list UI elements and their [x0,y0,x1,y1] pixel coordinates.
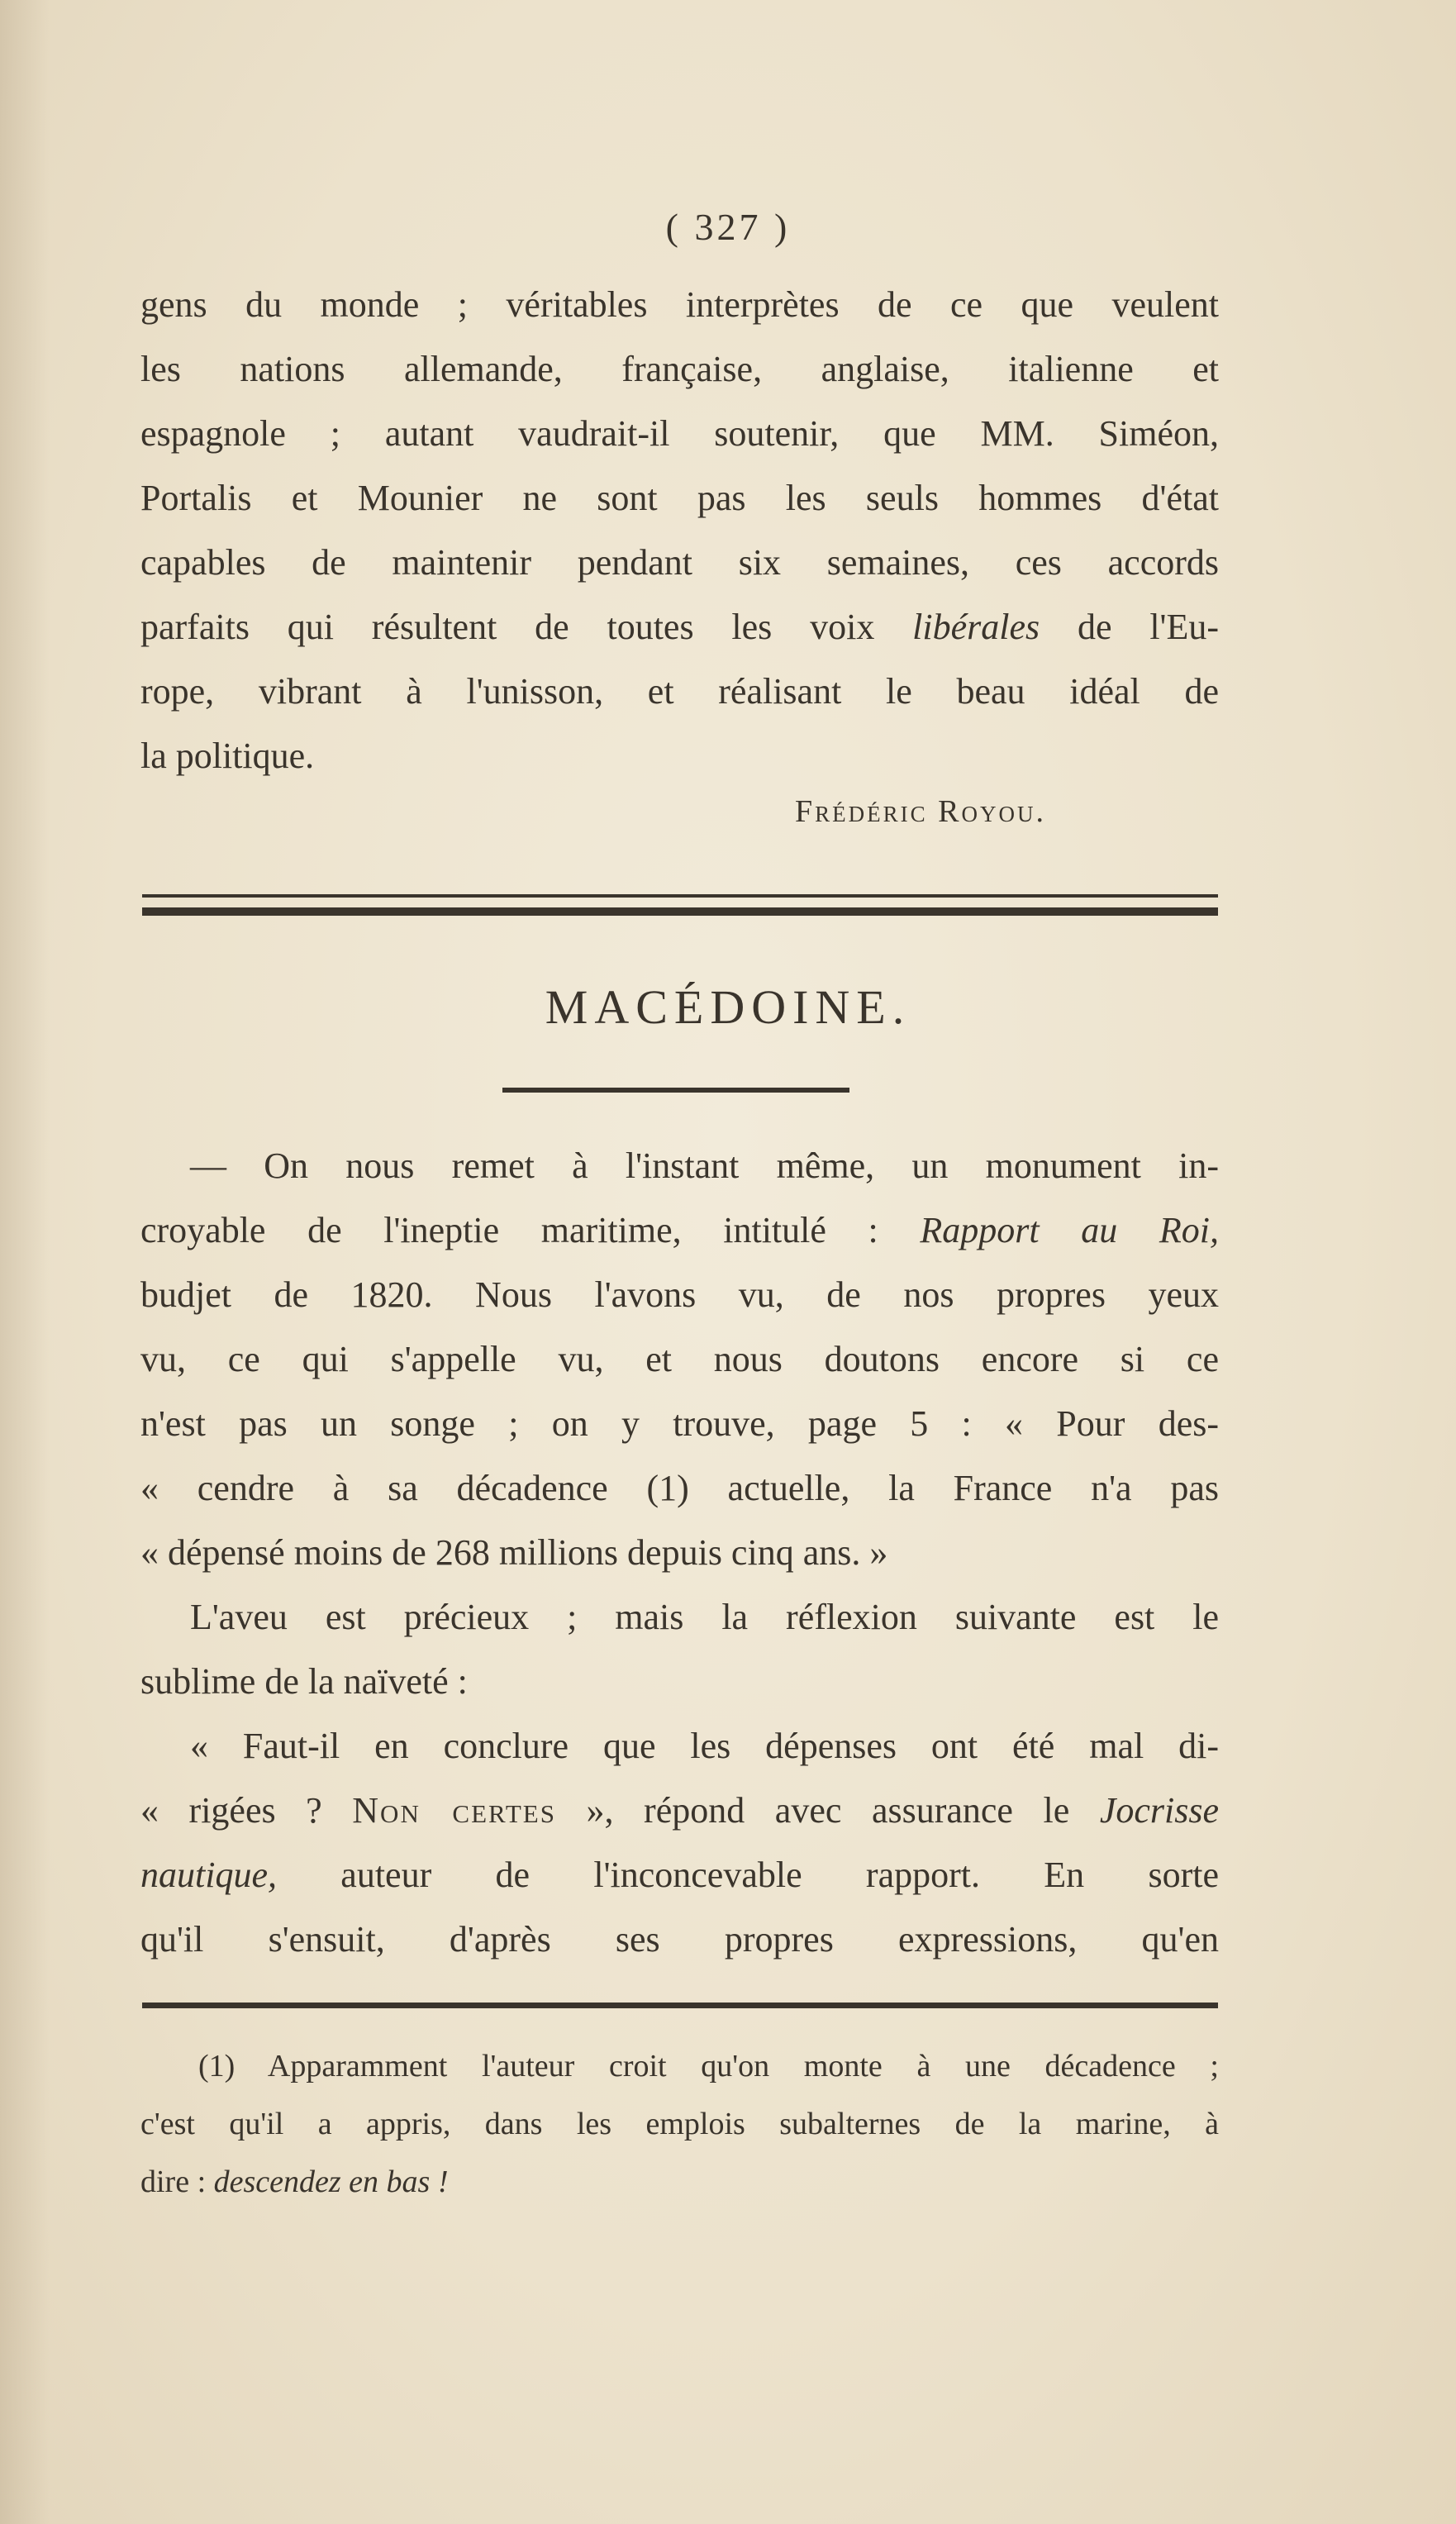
body-line [140,1843,1219,1907]
paragraph-line: gens du monde ; véritables interprètes de ce que veulent [140,284,1219,325]
paragraph-line: rope, vibrant à l'unisson, et réalisant le beau idéal de [140,671,1219,712]
page-edge-shadow [0,0,50,2524]
line-text: auteur de l'inconcevable rapport. En sorte [340,1855,1219,1895]
small-caps-text: Non certes [352,1790,556,1831]
page-number: ( 327 ) [665,206,791,248]
line-text: dire : [140,2164,207,2199]
body-text [140,1134,1219,1972]
body-line [140,1198,1219,1263]
section-heading: MACÉDOINE. [545,980,911,1034]
paragraph-line: Portalis et Mounier ne sont pas les seuls hommes d'état [140,478,1219,518]
line-text: croyable de l'ineptie maritime, intitulé : [140,1210,878,1250]
body-line: « cendre à sa décadence (1) actuelle, la France n'a pas [140,1468,1219,1508]
paragraph-line: la politique. [140,736,315,776]
italic-word: nautique, [140,1855,277,1895]
line-text: de l'Eu- [1077,607,1220,647]
italic-word: libérales [912,607,1040,647]
section-divider-thick [142,907,1218,916]
line-text: parfaits qui résultent de toutes les voix [140,607,875,647]
body-line: n'est pas un songe ; on y trouve, page 5 : « Pour des- [140,1403,1219,1444]
body-line: qu'il s'ensuit, d'après ses propres expressions, qu'en [140,1919,1219,1960]
paragraph-line: espagnole ; autant vaudrait-il soutenir, que MM. Siméon, [140,413,1219,454]
author-signature: Frédéric Royou. [795,794,1046,829]
paragraph-line: les nations allemande, française, anglaise, italienne et [140,349,1219,389]
body-line: L'aveu est précieux ; mais la réflexion suivante est le [190,1597,1219,1637]
paragraph-line: capables de maintenir pendant six semaines, ces accords [140,542,1219,583]
line-text: « rigées ? [140,1790,322,1831]
italic-phrase: descendez en bas ! [213,2164,449,2199]
heading-underline [502,1088,849,1093]
italic-title: Rapport au Roi, [920,1210,1220,1250]
body-line: — On nous remet à l'instant même, un monument in- [190,1145,1219,1186]
top-paragraph [140,273,1219,788]
body-line: sublime de la naïveté : [140,1661,468,1702]
body-line: vu, ce qui s'appelle vu, et nous doutons encore si ce [140,1339,1219,1379]
footnote-separator [142,2003,1218,2008]
footnote-line [140,2153,1219,2211]
footnote [140,2037,1219,2211]
footnote-line: c'est qu'il a appris, dans les emplois subalternes de la marine, à [140,2107,1219,2141]
italic-word: Jocrisse [1099,1790,1220,1831]
body-line: budjet de 1820. Nous l'avons vu, de nos propres yeux [140,1274,1219,1315]
body-line: « Faut-il en conclure que les dépenses ont été mal di- [190,1726,1219,1766]
body-line [140,1779,1219,1843]
footnote-line: (1) Apparamment l'auteur croit qu'on monte à une décadence ; [198,2049,1219,2083]
line-text: », répond avec assurance le [586,1790,1070,1831]
paragraph-line [140,595,1219,660]
section-divider-top [142,894,1218,898]
body-line: « dépensé moins de 268 millions depuis cinq ans. » [140,1532,888,1573]
